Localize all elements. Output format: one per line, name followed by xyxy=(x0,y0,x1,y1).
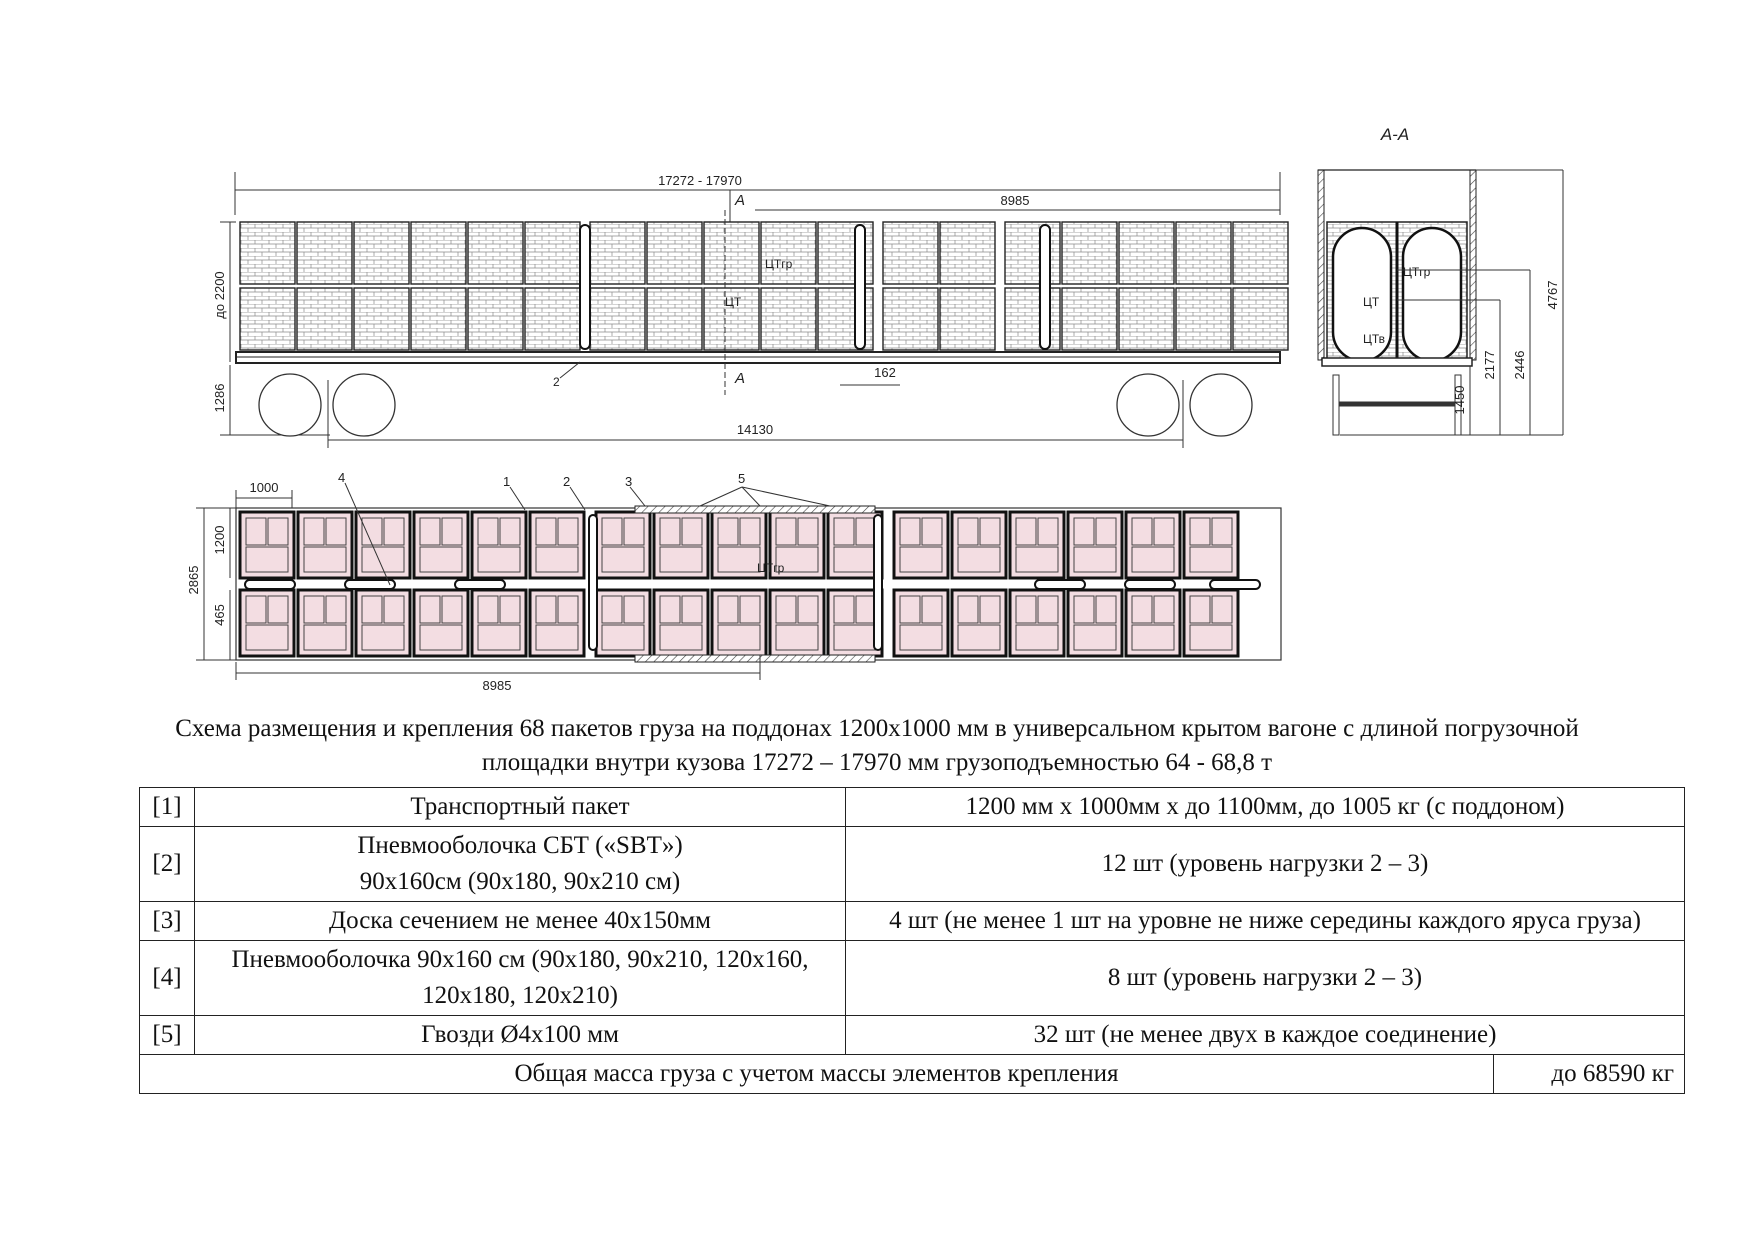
plan-view xyxy=(186,470,1281,693)
callout-2-side: 2 xyxy=(553,375,560,389)
row-name: Пневмооболочка 90х160 см (90х180, 90х210, 120х160, 120х180, 120х210) xyxy=(195,941,846,1016)
total-label: Общая масса груза с учетом массы элементов крепления xyxy=(140,1055,1494,1094)
cargo-package xyxy=(1119,222,1174,284)
cargo-package xyxy=(297,222,352,284)
callout-4: 4 xyxy=(338,470,346,485)
callout-1: 1 xyxy=(503,474,511,489)
dim-overall-length-label: 17272 - 17970 xyxy=(658,173,742,188)
row-number: [4] xyxy=(140,941,195,1016)
dim-gap-label: 162 xyxy=(874,365,896,380)
side-view xyxy=(212,172,1288,448)
row-name: Транспортный пакет xyxy=(195,788,846,827)
row-number: [2] xyxy=(140,827,195,902)
air-bag xyxy=(874,515,882,650)
cargo-package xyxy=(240,288,295,350)
cut-mark-bottom: А xyxy=(735,370,746,387)
plan-cg-cargo-label: ЦТгр xyxy=(757,561,785,575)
row-name: Доска сечением не менее 40х150мм xyxy=(195,902,846,941)
cargo-package xyxy=(1005,288,1060,350)
cargo-package xyxy=(354,222,409,284)
cargo-package xyxy=(1005,222,1060,284)
section-cg-car-label: ЦТв xyxy=(1363,332,1386,346)
cargo-package xyxy=(240,222,295,284)
cargo-package xyxy=(1233,222,1288,284)
dim-465-label: 465 xyxy=(212,604,227,626)
cargo-package xyxy=(704,222,759,284)
cargo-package xyxy=(1062,222,1117,284)
air-bag xyxy=(345,580,395,589)
air-bag xyxy=(1210,580,1260,589)
dim-floor-height-label: 1286 xyxy=(212,383,227,413)
dim-1000-label: 1000 xyxy=(249,480,279,495)
cargo-package xyxy=(525,222,580,284)
cargo-package xyxy=(940,288,995,350)
dim-1200-label: 1200 xyxy=(212,525,227,555)
dimension-overall-length xyxy=(235,172,1280,215)
callout-3: 3 xyxy=(625,474,633,489)
cg-cargo-label: ЦТгр xyxy=(765,257,793,271)
air-bag xyxy=(455,580,505,589)
callout-2: 2 xyxy=(563,474,571,489)
table-row xyxy=(140,941,1685,1016)
cargo-package xyxy=(468,288,523,350)
cargo-package xyxy=(468,222,523,284)
cargo-package xyxy=(883,222,938,284)
cargo-package xyxy=(940,222,995,284)
section-label: А-А xyxy=(1380,125,1410,144)
cargo-package xyxy=(1119,288,1174,350)
side-cargo-blocks xyxy=(240,222,1288,350)
cg-label: ЦТ xyxy=(725,295,742,309)
dim-plan-half-length-label: 8985 xyxy=(482,678,512,693)
dim-half-length-label: 8985 xyxy=(1000,193,1030,208)
section-cg-label: ЦТ xyxy=(1363,295,1380,309)
cargo-package xyxy=(761,222,816,284)
table-row xyxy=(140,1016,1685,1055)
dim-2446-label: 2446 xyxy=(1512,350,1527,380)
cargo-package xyxy=(647,222,702,284)
dim-1450-label: 1450 xyxy=(1452,385,1467,415)
air-bag xyxy=(1125,580,1175,589)
cargo-package xyxy=(1176,222,1231,284)
row-quantity: 8 шт (уровень нагрузки 2 – 3) xyxy=(846,941,1685,1016)
cargo-package xyxy=(411,288,466,350)
air-bag xyxy=(580,225,590,349)
row-name: Пневмооболочка СБТ («SBT») 90х160см (90х180, 90х210 см) xyxy=(195,827,846,902)
row-name: Гвозди Ø4х100 мм xyxy=(195,1016,846,1055)
total-value: до 68590 кг xyxy=(1494,1055,1685,1094)
cargo-package xyxy=(590,222,645,284)
materials-table xyxy=(139,787,1685,1094)
row-quantity: 32 шт (не менее двух в каждое соединение) xyxy=(846,1016,1685,1055)
dim-base-label: 14130 xyxy=(736,422,774,437)
dim-2865-label: 2865 xyxy=(186,565,201,595)
table-row xyxy=(140,902,1685,941)
board-top xyxy=(635,506,875,513)
cargo-package xyxy=(297,288,352,350)
table-row xyxy=(140,827,1685,902)
cargo-package xyxy=(590,288,645,350)
dim-height-label: до 2200 xyxy=(212,271,227,319)
air-bag xyxy=(1035,580,1085,589)
cargo-package xyxy=(1062,288,1117,350)
callout-5: 5 xyxy=(738,471,746,486)
air-bag xyxy=(245,580,295,589)
section-cg-cargo-label: ЦТгр xyxy=(1403,265,1431,279)
air-bag xyxy=(855,225,865,349)
cargo-package xyxy=(354,288,409,350)
table-total-row xyxy=(140,1055,1685,1094)
cargo-package xyxy=(1233,288,1288,350)
cargo-package xyxy=(525,288,580,350)
row-number: [1] xyxy=(140,788,195,827)
dim-2177-label: 2177 xyxy=(1482,350,1497,380)
cargo-package xyxy=(647,288,702,350)
row-quantity: 1200 мм х 1000мм х до 1100мм, до 1005 кг (с поддоном) xyxy=(846,788,1685,827)
section-view xyxy=(1318,125,1563,435)
drawing-caption: Схема размещения и крепления 68 пакетов груза на поддонах 1200х1000 мм в универсальном крытом вагоне с длиной погрузочной площадки внутри кузова 17272 – 17970 мм грузоподъемностью 64 - 68,8 т xyxy=(175,715,1579,776)
row-number: [5] xyxy=(140,1016,195,1055)
cut-mark-top: А xyxy=(735,192,746,209)
board-bottom xyxy=(635,655,875,662)
row-quantity: 12 шт (уровень нагрузки 2 – 3) xyxy=(846,827,1685,902)
row-number: [3] xyxy=(140,902,195,941)
row-quantity: 4 шт (не менее 1 шт на уровне не ниже середины каждого яруса груза) xyxy=(846,902,1685,941)
cargo-package xyxy=(1176,288,1231,350)
air-bag xyxy=(589,515,597,650)
cargo-package xyxy=(883,288,938,350)
cargo-package xyxy=(411,222,466,284)
air-bag xyxy=(1040,225,1050,349)
dim-4767-label: 4767 xyxy=(1545,280,1560,310)
table-row xyxy=(140,788,1685,827)
cargo-package xyxy=(761,288,816,350)
